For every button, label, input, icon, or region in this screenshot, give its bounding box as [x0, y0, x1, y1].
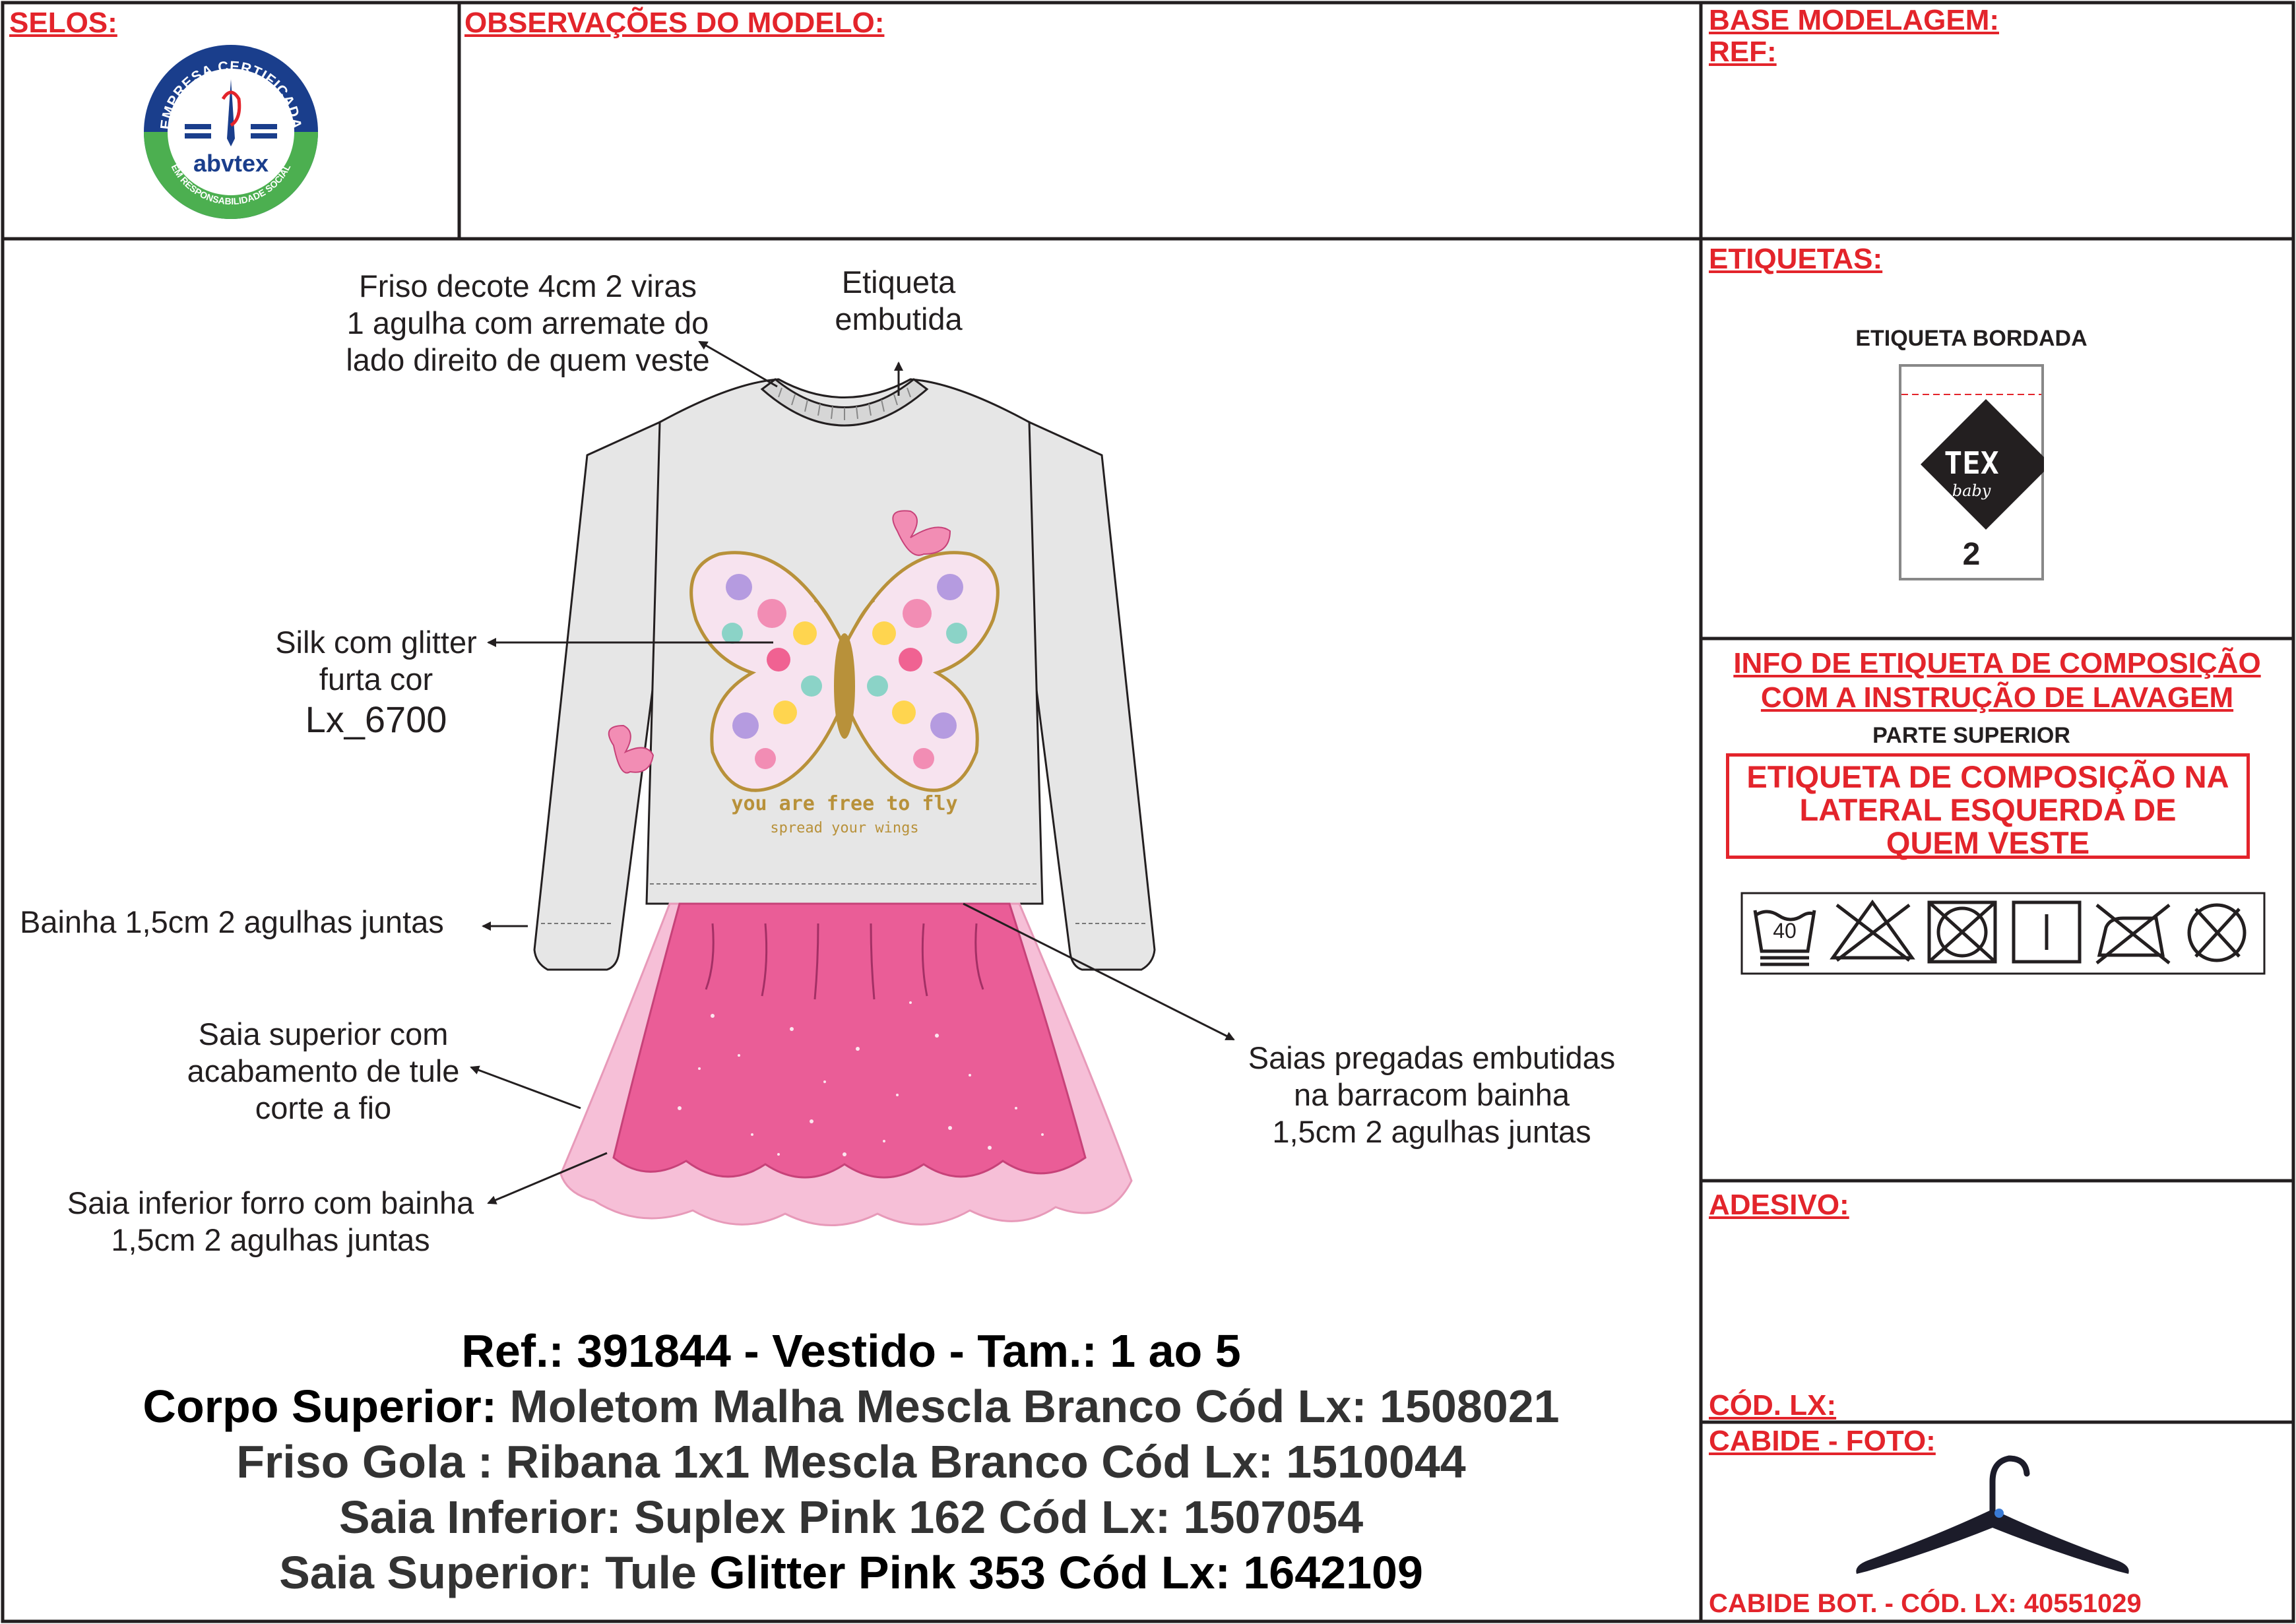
etiquetas-title: ETIQUETAS: [1709, 243, 1883, 275]
callout-saias-pregadas: Saias pregadas embutidas na barracom bainha 1,5cm 2 agulhas juntas [1248, 1040, 1616, 1149]
callout-saia-superior: Saia superior com acabamento de tule corte a fio [187, 1016, 460, 1125]
print-line2: spread your wings [770, 820, 919, 836]
seal-brand: abvtex [193, 150, 269, 177]
tag-logo: TEX [1944, 445, 1999, 481]
info-title: INFO DE ETIQUETA DE COMPOSIÇÃO COM A INSTRUÇÃO DE LAVAGEM [1733, 647, 2261, 714]
callout-etiqueta: Etiqueta embutida [835, 265, 963, 336]
cabide-bot-code: CABIDE BOT. - CÓD. LX: 40551029 [1709, 1589, 2142, 1618]
spec-saia-superior: Saia Superior: Tule Glitter Pink 353 Cód Lx: 1642109 [279, 1547, 1423, 1598]
spec-ref: Ref.: 391844 - Vestido - Tam.: 1 ao 5 [461, 1325, 1241, 1377]
care-symbols [1740, 892, 2266, 975]
cod-lx-title: CÓD. LX: [1709, 1389, 1837, 1421]
observacoes-title: OBSERVAÇÕES DO MODELO: [464, 7, 885, 39]
seal-bottom-text: EM RESPONSABILIDADE SOCIAL [169, 162, 293, 207]
base-modelagem-title: BASE MODELAGEM: [1709, 4, 1999, 36]
spec-friso: Friso Gola : Ribana 1x1 Mescla Branco Cód Lx: 1510044 [236, 1436, 1466, 1487]
composicao-box: ETIQUETA DE COMPOSIÇÃO NA LATERAL ESQUERDA DE QUEM VESTE [1726, 753, 2250, 859]
callout-silk: Silk com glitter furta cor Lx_6700 [251, 624, 501, 741]
tex-baby-tag [1899, 364, 2044, 582]
spec-corpo: Corpo Superior: Moletom Malha Mescla Branco Cód Lx: 1508021 [143, 1381, 1560, 1432]
parte-superior-label: PARTE SUPERIOR [1872, 723, 2070, 748]
tag-size: 2 [1962, 537, 1981, 572]
callout-bainha: Bainha 1,5cm 2 agulhas juntas [20, 904, 444, 939]
print-line1: you are free to fly [731, 792, 958, 815]
callout-saia-inferior: Saia inferior forro com bainha 1,5cm 2 agulhas juntas [67, 1185, 474, 1257]
wash-temp: 40 [1773, 919, 1797, 943]
seal-top-text: EMPRESA CERTIFICADA [156, 57, 305, 131]
tag-sub: baby [1952, 482, 1991, 500]
etiqueta-bordada-label: ETIQUETA BORDADA [1855, 326, 2088, 351]
ref-title: REF: [1709, 36, 1777, 68]
silk-code: Lx_6700 [305, 699, 447, 740]
selos-title: SELOS: [9, 7, 117, 39]
spec-saia-inferior: Saia Inferior: Suplex Pink 162 Cód Lx: 1507054 [338, 1491, 1364, 1543]
callout-friso: Friso decote 4cm 2 viras 1 agulha com arremate do lado direito de quem veste [346, 268, 710, 377]
hanger-icon [1841, 1435, 2144, 1587]
adesivo-title: ADESIVO: [1709, 1189, 1849, 1221]
cabide-title: CABIDE - FOTO: [1709, 1425, 1936, 1457]
